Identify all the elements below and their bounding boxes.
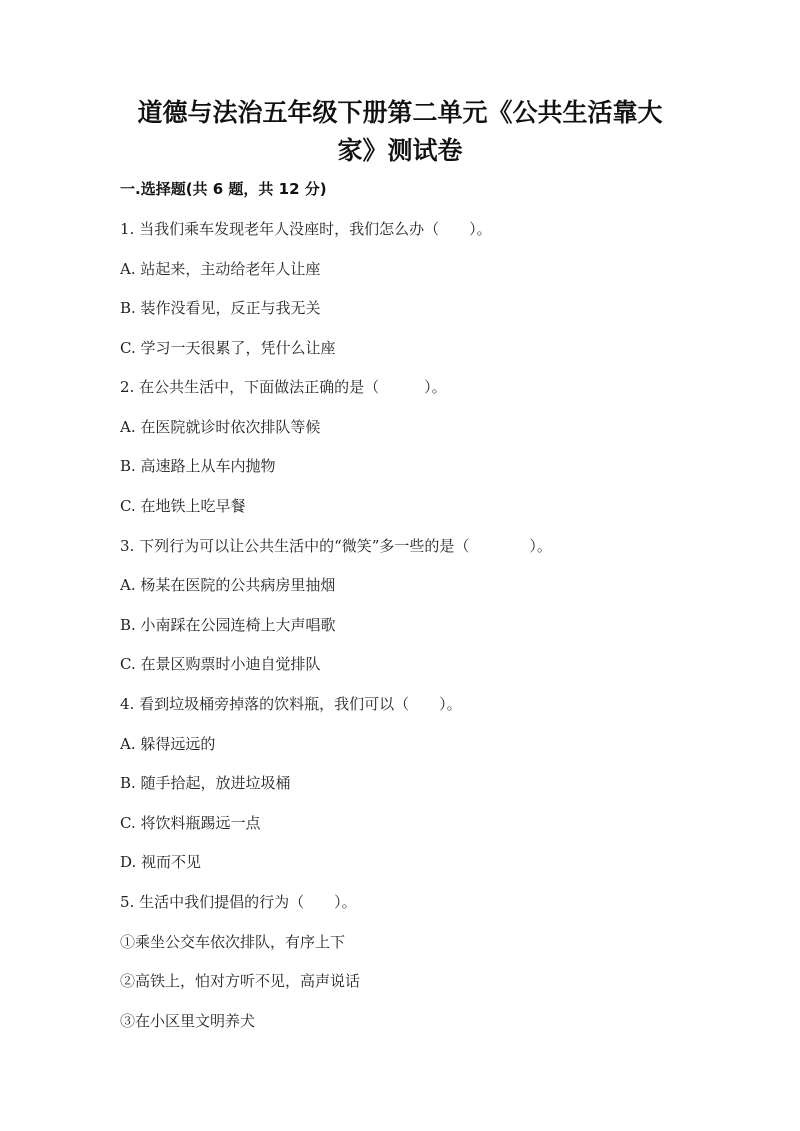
question-2-option-c: C. 在地铁上吃早餐 <box>120 497 246 515</box>
question-2-option-b: B. 高速路上从车内抛物 <box>120 457 276 475</box>
question-5-statement-2: ②高铁上，怕对方听不见，高声说话 <box>120 972 361 990</box>
question-1-stem: 1. 当我们乘车发现老年人没座时，我们怎么办（ ）。 <box>120 220 492 238</box>
question-1-option-a: A. 站起来，主动给老年人让座 <box>120 260 321 278</box>
question-5-statement-1: ①乘坐公交车依次排队，有序上下 <box>120 933 346 951</box>
question-4-stem: 4. 看到垃圾桶旁掉落的饮料瓶，我们可以（ ）。 <box>120 695 462 713</box>
question-4-option-a: A. 躲得远远的 <box>120 735 216 753</box>
question-5-statement-3: ③在小区里文明养犬 <box>120 1012 256 1030</box>
question-3-option-b: B. 小南踩在公园连椅上大声唱歌 <box>120 616 336 634</box>
question-3-option-c: C. 在景区购票时小迪自觉排队 <box>120 655 321 673</box>
question-3-option-a: A. 杨某在医院的公共病房里抽烟 <box>120 576 336 594</box>
question-2-stem: 2. 在公共生活中，下面做法正确的是（ ）。 <box>120 378 447 396</box>
question-1-option-c: C. 学习一天很累了，凭什么让座 <box>120 339 336 357</box>
question-4-option-c: C. 将饮料瓶踢远一点 <box>120 814 261 832</box>
section-heading-multiple-choice: 一.选择题(共 6 题，共 12 分) <box>120 180 327 198</box>
exam-title <box>120 94 680 170</box>
question-5-stem: 5. 生活中我们提倡的行为（ ）。 <box>120 893 357 911</box>
question-2-option-a: A. 在医院就诊时依次排队等候 <box>120 418 321 436</box>
question-3-stem: 3. 下列行为可以让公共生活中的“微笑”多一些的是（ ）。 <box>120 537 552 555</box>
question-4-option-d: D. 视而不见 <box>120 853 202 871</box>
question-1-option-b: B. 装作没看见，反正与我无关 <box>120 299 321 317</box>
exam-title-line-2: 家》测试卷 <box>337 136 463 165</box>
exam-title-line-1: 道德与法治五年级下册第二单元《公共生活靠大 <box>137 98 663 127</box>
question-4-option-b: B. 随手拾起，放进垃圾桶 <box>120 774 291 792</box>
